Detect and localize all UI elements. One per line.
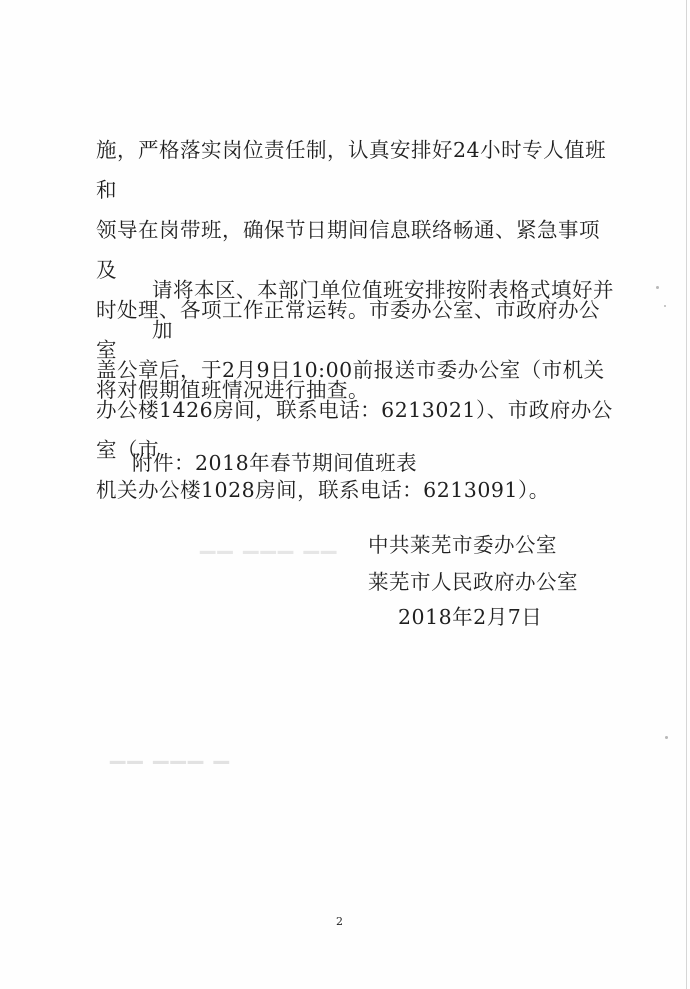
attachment-note: 附件：2018年春节期间值班表 bbox=[132, 451, 418, 475]
paragraph-line: 时处理、各项工作正常运转。市委办公室、市政府办公室 bbox=[96, 298, 600, 362]
page-number: 2 bbox=[336, 915, 343, 928]
paragraph-line: 盖公章后，于2月9日10:00前报送市委办公室（市机关 bbox=[96, 358, 605, 382]
scan-bleed-through: ▁▁ ▁▁▁ ▁▁ bbox=[200, 530, 339, 554]
signature-org-2: 莱芜市人民政府办公室 bbox=[368, 570, 578, 594]
scan-speck bbox=[665, 736, 668, 739]
scan-edge bbox=[686, 0, 687, 989]
signature-date: 2018年2月7日 bbox=[398, 605, 543, 629]
scan-speck bbox=[656, 286, 659, 289]
scan-bleed-through: ▁▁ ▁▁▁ ▁ bbox=[110, 740, 231, 764]
paragraph-line: 领导在岗带班，确保节日期间信息联络畅通、紧急事项及 bbox=[96, 218, 600, 282]
paragraph-line: 办公楼1426房间，联系电话：6213021）、市政府办公室（市 bbox=[96, 398, 613, 462]
paragraph-line: 施，严格落实岗位责任制，认真安排好24小时专人值班和 bbox=[96, 138, 607, 202]
paragraph-line: 将对假期值班情况进行抽查。 bbox=[96, 378, 369, 402]
scan-speck bbox=[664, 305, 666, 307]
signature-org-1: 中共莱芜市委办公室 bbox=[368, 533, 557, 557]
paragraph-line: 请将本区、本部门单位值班安排按附表格式填好并加 bbox=[152, 278, 614, 342]
paragraph-line: 机关办公楼1028房间，联系电话：6213091）。 bbox=[96, 478, 550, 502]
